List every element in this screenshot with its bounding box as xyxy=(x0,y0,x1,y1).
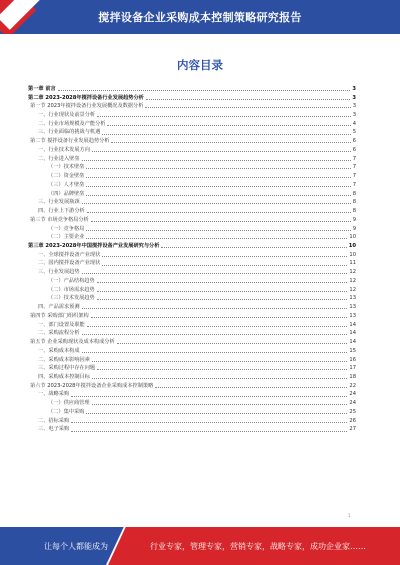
toc-entry[interactable] xyxy=(28,85,356,94)
toc-entry[interactable] xyxy=(28,365,356,374)
toc-entry-page: 14 xyxy=(349,330,356,337)
toc-entry-title: （一）产品结构趋势 xyxy=(48,277,95,284)
toc-entry-title: 一、全球搅拌设备产业现状 xyxy=(38,251,101,258)
toc-entry-page: 9 xyxy=(352,225,356,232)
toc-entry-page: 15 xyxy=(349,347,356,354)
toc-entry-title: 一、战略采购 xyxy=(38,391,70,398)
toc-entry-page: 11 xyxy=(349,260,356,267)
toc-entry-title: 四、行业上下游分析 xyxy=(38,208,85,215)
toc-entry[interactable] xyxy=(28,417,356,426)
toc-leader-dots xyxy=(111,142,350,143)
toc-entry-page: 3 xyxy=(352,94,356,101)
toc-entry-title: 二、采购成本影响因素 xyxy=(38,356,90,363)
toc-entry[interactable] xyxy=(28,312,356,321)
toc-entry-title: 二、行业进入壁垒 xyxy=(38,155,80,162)
toc-leader-dots xyxy=(117,343,348,344)
toc-leader-dots xyxy=(86,230,350,231)
toc-entry-page: 10 xyxy=(348,242,356,249)
toc-leader-dots xyxy=(86,177,350,178)
toc-entry-page: 7 xyxy=(352,155,356,162)
toc-entry-title: 第二节 搅拌设备行业发展趋势分析 xyxy=(30,138,110,145)
toc-entry-page: 8 xyxy=(352,199,356,206)
toc-entry-page: 8 xyxy=(352,208,356,215)
toc-entry[interactable] xyxy=(28,102,356,111)
toc-entry[interactable] xyxy=(28,347,356,356)
toc-leader-dots xyxy=(82,308,348,309)
toc-leader-dots xyxy=(92,378,348,379)
toc-leader-dots xyxy=(92,151,351,152)
toc-entry-title: 三、电子采购 xyxy=(38,426,70,433)
toc-leader-dots xyxy=(102,134,350,135)
toc-entry-page: 13 xyxy=(349,295,356,302)
toc-leader-dots xyxy=(107,125,350,126)
footer-slogan-left: 让每个人都能成为 xyxy=(44,542,108,551)
toc-leader-dots xyxy=(97,291,348,292)
header-banner xyxy=(0,0,400,34)
toc-entry[interactable] xyxy=(28,408,356,417)
toc-entry-title: 一、行业技术发展方向 xyxy=(38,146,90,153)
toc-entry-page: 7 xyxy=(352,181,356,188)
toc-entry-title: 第一节 2023年搅拌设备行业发展概况及数据分析 xyxy=(30,103,144,110)
toc-leader-dots xyxy=(97,369,347,370)
toc-entry[interactable] xyxy=(28,155,356,164)
toc-heading: 内容目录 xyxy=(177,58,223,72)
toc-entry-page: 12 xyxy=(349,277,356,284)
toc-leader-dots xyxy=(102,265,347,266)
toc-leader-dots xyxy=(97,116,351,117)
toc-entry-title: （三）人才壁垒 xyxy=(48,181,85,188)
toc-leader-dots xyxy=(71,396,347,397)
toc-entry-page: 12 xyxy=(349,269,356,276)
toc-entry[interactable] xyxy=(28,338,356,347)
toc-leader-dots xyxy=(92,404,348,405)
toc-entry-page: 13 xyxy=(349,312,356,319)
toc-entry-page: 24 xyxy=(349,391,356,398)
footer-slogan-right: 行业专家，管理专家，营销专家，战略专家，成功企业家…… xyxy=(150,542,366,551)
toc-leader-dots xyxy=(86,186,350,187)
page-number: 1 xyxy=(348,513,351,518)
toc-leader-dots xyxy=(91,317,348,318)
toc-entry-title: 第二章 2023-2028年搅拌设备行业发展趋势分析 xyxy=(28,94,144,101)
toc-entry-page: 5 xyxy=(352,129,356,136)
toc-leader-dots xyxy=(82,352,348,353)
toc-leader-dots xyxy=(87,212,351,213)
toc-entry[interactable] xyxy=(28,356,356,365)
toc-entry-page: 13 xyxy=(349,304,356,311)
toc-entry[interactable] xyxy=(28,303,356,312)
toc-entry-page: 10 xyxy=(349,251,356,258)
toc-entry-title: （一）竞争格局 xyxy=(48,225,85,232)
toc-entry-page: 6 xyxy=(352,138,356,145)
toc-entry[interactable] xyxy=(28,373,356,382)
toc-leader-dots xyxy=(86,238,347,239)
toc-entry-title: （一）技术壁垒 xyxy=(48,164,85,171)
toc-leader-dots xyxy=(102,256,347,257)
toc-leader-dots xyxy=(145,107,350,108)
toc-entry-title: 第五节 企业采购现状及成本构成分析 xyxy=(30,339,115,346)
toc-entry-title: 二、国内搅拌设备产业现状 xyxy=(38,260,101,267)
footer-banner xyxy=(0,527,400,565)
toc-entry[interactable] xyxy=(28,172,356,181)
toc-entry[interactable] xyxy=(28,225,356,234)
toc-leader-dots xyxy=(161,247,346,248)
toc-entry-title: 第三节 市场竞争格局分析 xyxy=(30,216,89,223)
toc-entry[interactable] xyxy=(28,295,356,304)
toc-entry[interactable] xyxy=(28,233,356,242)
toc-entry[interactable] xyxy=(28,391,356,400)
toc-entry[interactable] xyxy=(28,181,356,190)
toc-entry-title: 二、采购流程分析 xyxy=(38,330,80,337)
toc-leader-dots xyxy=(86,195,350,196)
toc-leader-dots xyxy=(97,299,348,300)
toc-entry-page: 4 xyxy=(352,120,356,127)
table-of-contents xyxy=(28,85,356,434)
toc-entry[interactable] xyxy=(28,286,356,295)
toc-entry-page: 7 xyxy=(352,164,356,171)
toc-entry-page: 17 xyxy=(349,365,356,372)
toc-leader-dots xyxy=(155,387,347,388)
toc-entry-page: 12 xyxy=(349,286,356,293)
toc-entry-page: 22 xyxy=(349,382,356,389)
toc-entry-page: 3 xyxy=(352,111,356,118)
toc-entry[interactable] xyxy=(28,216,356,225)
toc-entry[interactable] xyxy=(28,111,356,120)
toc-leader-dots xyxy=(86,168,350,169)
toc-entry[interactable] xyxy=(28,260,356,269)
toc-entry-title: （二）集中采购 xyxy=(48,408,85,415)
toc-entry[interactable] xyxy=(28,242,356,251)
toc-entry-title: 四、产品需求预测 xyxy=(38,304,80,311)
toc-entry-title: 第六节 2023-2028年搅拌设备企业采购成本控制策略 xyxy=(30,382,154,389)
toc-entry-title: 一、行业现状及前景分析 xyxy=(38,111,96,118)
toc-entry[interactable] xyxy=(28,426,356,435)
toc-entry[interactable] xyxy=(28,321,356,330)
toc-entry-title: 四、采购成本控制目标 xyxy=(38,374,90,380)
toc-leader-dots xyxy=(86,413,347,414)
toc-entry-title: （三）技术发展趋势 xyxy=(48,295,95,302)
toc-entry-page: 26 xyxy=(349,417,356,424)
toc-entry[interactable] xyxy=(28,129,356,138)
toc-entry-title: 第一章 前言 xyxy=(28,85,56,92)
toc-leader-dots xyxy=(87,326,348,327)
toc-entry[interactable] xyxy=(28,251,356,260)
toc-entry[interactable] xyxy=(28,199,356,208)
toc-leader-dots xyxy=(71,431,347,432)
toc-entry[interactable] xyxy=(28,277,356,286)
toc-entry[interactable] xyxy=(28,137,356,146)
toc-entry-page: 10 xyxy=(349,234,356,241)
toc-entry-title: （二）资金壁垒 xyxy=(48,173,85,180)
toc-leader-dots xyxy=(92,361,348,362)
toc-leader-dots xyxy=(82,273,348,274)
toc-entry[interactable] xyxy=(28,268,356,277)
toc-entry-title: （一）供应商管理 xyxy=(48,400,90,407)
toc-leader-dots xyxy=(71,422,347,423)
toc-entry[interactable] xyxy=(28,382,356,391)
toc-entry-title: 第四节 采购部门组织架构 xyxy=(30,312,89,319)
toc-entry-page: 24 xyxy=(349,400,356,407)
toc-leader-dots xyxy=(82,160,351,161)
toc-entry-page: 14 xyxy=(349,321,356,328)
toc-entry-title: 一、采购成本构成 xyxy=(38,347,80,354)
toc-entry-page: 14 xyxy=(349,339,356,346)
toc-entry[interactable] xyxy=(28,190,356,199)
toc-entry-title: 第三章 2023-2028年中国搅拌设备产业发展研究与分析 xyxy=(28,242,160,249)
toc-entry[interactable] xyxy=(28,146,356,155)
toc-leader-dots xyxy=(82,203,351,204)
toc-leader-dots xyxy=(58,90,351,91)
toc-entry[interactable] xyxy=(28,399,356,408)
toc-entry-title: 三、行业发展趋势 xyxy=(38,269,80,276)
toc-leader-dots xyxy=(97,282,348,283)
toc-entry-page: 3 xyxy=(352,85,356,92)
toc-entry-title: 三、行业面临的挑战与机遇 xyxy=(38,129,101,136)
toc-entry-title: 三、采购过程中存在问题 xyxy=(38,365,96,372)
toc-entry-page: 9 xyxy=(352,216,356,223)
toc-leader-dots xyxy=(91,221,351,222)
toc-entry[interactable] xyxy=(28,164,356,173)
toc-entry-page: 8 xyxy=(352,190,356,197)
toc-entry-title: 三、行业发展瓶颈 xyxy=(38,199,80,206)
toc-entry-title: 一、部门设置及职能 xyxy=(38,321,85,328)
toc-entry-page: 27 xyxy=(349,426,356,433)
toc-entry-page: 16 xyxy=(349,356,356,363)
toc-entry-page: 3 xyxy=(352,103,356,110)
toc-entry[interactable] xyxy=(28,330,356,339)
toc-leader-dots xyxy=(146,99,351,100)
toc-entry-page: 18 xyxy=(349,374,356,380)
toc-entry-title: （二）市场需求趋势 xyxy=(48,286,95,293)
toc-entry-title: 二、招标采购 xyxy=(38,417,70,424)
toc-entry-title: （二）主要企业 xyxy=(48,234,85,241)
toc-leader-dots xyxy=(82,334,348,335)
report-title: 搅拌设备企业采购成本控制策略研究报告 xyxy=(98,11,302,24)
toc-entry[interactable] xyxy=(28,207,356,216)
toc-entry-page: 6 xyxy=(352,146,356,153)
toc-entry-title: 二、行业市场规模及产能分析 xyxy=(38,120,106,127)
toc-entry[interactable] xyxy=(28,120,356,129)
toc-entry-page: 7 xyxy=(352,173,356,180)
toc-entry[interactable] xyxy=(28,94,356,103)
toc-entry-title: （四）品牌壁垒 xyxy=(48,190,85,197)
toc-entry-page: 25 xyxy=(349,408,356,415)
